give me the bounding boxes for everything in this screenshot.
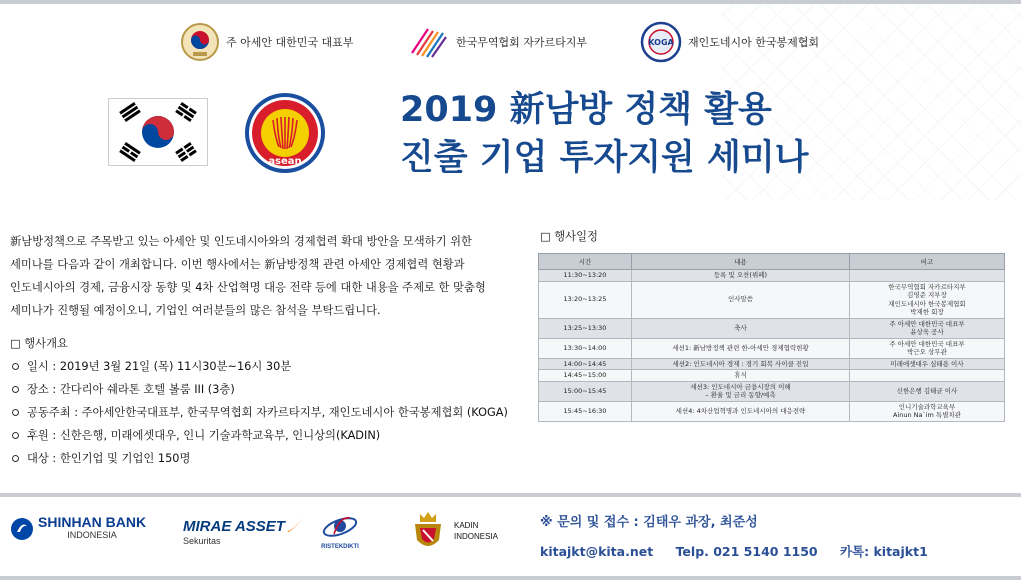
table-row [539, 401, 1005, 421]
mirae-asset-swoosh-icon [285, 516, 305, 534]
cell-line: 14:00~14:45 [563, 359, 607, 368]
overview-sponsors: 후원 : 신한은행, 미래에셋대우, 인니 기술과학교육부, 인니상의(KADIN) [27, 429, 381, 442]
content-cell [632, 281, 850, 318]
sponsor-ristekdikti [320, 512, 360, 550]
contact-line: ※ 문의 및 접수 : 김태우 과장, 최준성 [540, 515, 758, 530]
time-cell [539, 381, 632, 401]
time-cell [539, 281, 632, 318]
contact-phone: Telp. 021 5140 1150 [675, 544, 818, 559]
mirae-sub: Sekuritas [183, 536, 221, 546]
cell-line: 15:45~16:30 [563, 406, 607, 415]
bullet-icon [12, 386, 19, 393]
ristekdikti-label: RISTEKDIKTI [321, 544, 359, 550]
cell-line: 14:45~15:00 [563, 371, 607, 379]
intro-line: 인도네시아의 경제, 금융시장 동향 및 4차 산업혁명 대응 전략 등에 대한 내용을 주제로 한 맞춤형 [10, 281, 486, 294]
schedule-table [538, 253, 1005, 422]
intro-line: 新남방정책으로 주목받고 있는 아세안 및 인도네시아와의 경제협력 확대 방안을 모색하기 위한 [10, 235, 472, 248]
contact-email[interactable]: kitajkt@kita.net [540, 544, 654, 559]
koga-logo-icon [640, 21, 682, 63]
divider-strip [0, 493, 1021, 497]
time-cell [539, 358, 632, 370]
time-cell [539, 338, 632, 358]
overview-date: 일시 : 2019년 3월 21일 (목) 11시30분~16시 30분 [27, 360, 292, 373]
table-row [539, 381, 1005, 401]
table-row [539, 338, 1005, 358]
cell-line: 김영준 지부장 [907, 291, 947, 299]
column-header: 비고 [850, 254, 1005, 270]
content-cell [632, 370, 850, 382]
top-strip [0, 0, 1021, 4]
shinhan-name: SHINHAN BANK [38, 514, 147, 530]
cell-line: 세션2: 인도네시아 경제 : 경기 회복 사이클 진입 [672, 359, 809, 368]
mirae-name: MIRAE ASSET [183, 518, 285, 535]
intro-line: 세미나가 진행될 예정이오니, 기업인 여러분들의 많은 참석을 부탁드립니다. [10, 304, 381, 317]
list-item [10, 355, 530, 378]
list-item [10, 401, 530, 424]
table-row [539, 270, 1005, 282]
table-row [539, 281, 1005, 318]
cell-line: 주 아세안 대한민국 대표부 [889, 339, 965, 348]
kadin-country: INDONESIA [454, 532, 499, 541]
host-name: 한국무역협회 자카르타지부 [456, 36, 588, 49]
content-cell [632, 270, 850, 282]
note-cell [850, 370, 1005, 382]
cell-line: 재인도네시아 한국봉제협회 [888, 299, 966, 308]
overview-audience: 대상 : 한인기업 및 기업인 150명 [27, 452, 191, 465]
cell-line: 11:30~13:20 [563, 271, 607, 279]
host-kita [408, 14, 587, 70]
table-header-row [539, 254, 1005, 270]
title-line-2: 진출 기업 투자지원 세미나 [400, 138, 809, 178]
sponsor-logo-bar [0, 502, 530, 570]
asean-logo-text: asean [268, 156, 302, 167]
intro-line: 세미나를 다음과 같이 개최합니다. 이번 행사에서는 新남방정책 관련 아세안 경제협력 현황과 [10, 258, 465, 271]
bullet-icon [12, 409, 19, 416]
column-header: 내용 [632, 254, 850, 270]
intro-paragraph [10, 230, 520, 322]
cell-line: 13:20~13:25 [563, 295, 607, 304]
host-name: 주 아세안 대한민국 대표부 [226, 36, 354, 49]
cell-line: 13:30~14:00 [563, 343, 607, 352]
schedule-heading: □ 행사일정 [540, 230, 598, 243]
cell-line: 박근오 상무관 [907, 348, 947, 356]
table-row [539, 358, 1005, 370]
page-title [400, 86, 900, 182]
cell-line: 세션1: 新남방정책 관련 한-아세안 경제협력현황 [672, 343, 809, 352]
host-embassy [180, 14, 353, 70]
sponsor-mirae [183, 516, 305, 548]
host-koga [640, 14, 819, 70]
note-cell [850, 281, 1005, 318]
time-cell [539, 318, 632, 338]
cell-line: 등록 및 오찬(뷔페) [713, 271, 768, 279]
bottom-strip [0, 576, 1021, 580]
shinhan-country: INDONESIA [67, 530, 117, 540]
cell-line: – 환율 및 금리 동향/예측 [705, 391, 776, 399]
cell-line: 13:25~13:30 [563, 323, 607, 332]
content-cell [632, 401, 850, 421]
content-cell [632, 338, 850, 358]
schedule-body [539, 270, 1005, 422]
cell-line: 한국무역협회 자카르타지부 [888, 282, 966, 291]
host-logo-bar [170, 14, 870, 70]
kita-logo-icon [408, 23, 450, 61]
note-cell [850, 381, 1005, 401]
title-line-1: 2019 新남방 정책 활용 [400, 90, 772, 130]
time-cell [539, 401, 632, 421]
sponsor-shinhan [10, 516, 146, 542]
contact-info [540, 511, 946, 560]
note-cell [850, 358, 1005, 370]
overview-heading: □ 행사개요 [10, 337, 68, 350]
cell-line: 주 아세안 대한민국 대표부 [889, 319, 965, 328]
list-item [10, 378, 530, 401]
note-cell [850, 338, 1005, 358]
asean-logo-icon [244, 92, 326, 174]
kadin-crest-icon [410, 510, 446, 552]
list-item [10, 424, 530, 447]
time-cell [539, 270, 632, 282]
host-name: 재인도네시아 한국봉제협회 [688, 36, 820, 49]
cell-line: 미래에셋대우 심태용 이사 [890, 359, 964, 368]
cell-line: 인니기술과학교육부 [898, 402, 956, 411]
column-header: 시간 [539, 254, 632, 270]
content-cell [632, 381, 850, 401]
sponsor-kadin [410, 510, 498, 552]
cell-line: 휴식 [734, 371, 747, 379]
note-cell [850, 401, 1005, 421]
note-cell [850, 318, 1005, 338]
note-cell [850, 270, 1005, 282]
cell-line: 윤상욱 공사 [910, 328, 944, 336]
bullet-icon [12, 455, 19, 462]
overview-organizers: 공동주최 : 주아세안한국대표부, 한국무역협회 자카르타지부, 재인도네시아 한국봉제협회 (KOGA) [27, 406, 508, 419]
list-item [10, 447, 530, 470]
time-cell [539, 370, 632, 382]
event-overview [10, 332, 530, 470]
kadin-name: KADIN [454, 521, 479, 530]
contact-kakao: 카톡: kitajkt1 [839, 544, 928, 559]
shinhan-bank-logo-icon [10, 517, 34, 541]
overview-venue: 장소 : 간다리아 쉐라톤 호텔 볼룸 III (3층) [27, 383, 235, 396]
korea-flag-icon [108, 98, 208, 166]
cell-line: 축사 [734, 323, 747, 332]
cell-line: 세션3: 인도네시아 금융시장의 이해 [690, 382, 791, 391]
cell-line: 15:00~15:45 [563, 386, 607, 395]
ristekdikti-logo-icon [320, 512, 360, 542]
table-row [539, 370, 1005, 382]
cell-line: 박재한 회장 [910, 308, 944, 316]
cell-line: 인사말씀 [727, 295, 754, 304]
cell-line: 신한은행 김태균 이사 [896, 386, 958, 395]
cell-line: Ainun Na`im 특별차관 [892, 411, 962, 419]
cell-line: 세션4: 4차산업혁명과 인도네시아의 대응전략 [675, 406, 806, 415]
bullet-icon [12, 363, 19, 370]
bullet-icon [12, 432, 19, 439]
content-cell [632, 318, 850, 338]
table-row [539, 318, 1005, 338]
embassy-seal-icon [180, 22, 220, 62]
koga-logo-text: KOGA [648, 38, 674, 47]
content-cell [632, 358, 850, 370]
